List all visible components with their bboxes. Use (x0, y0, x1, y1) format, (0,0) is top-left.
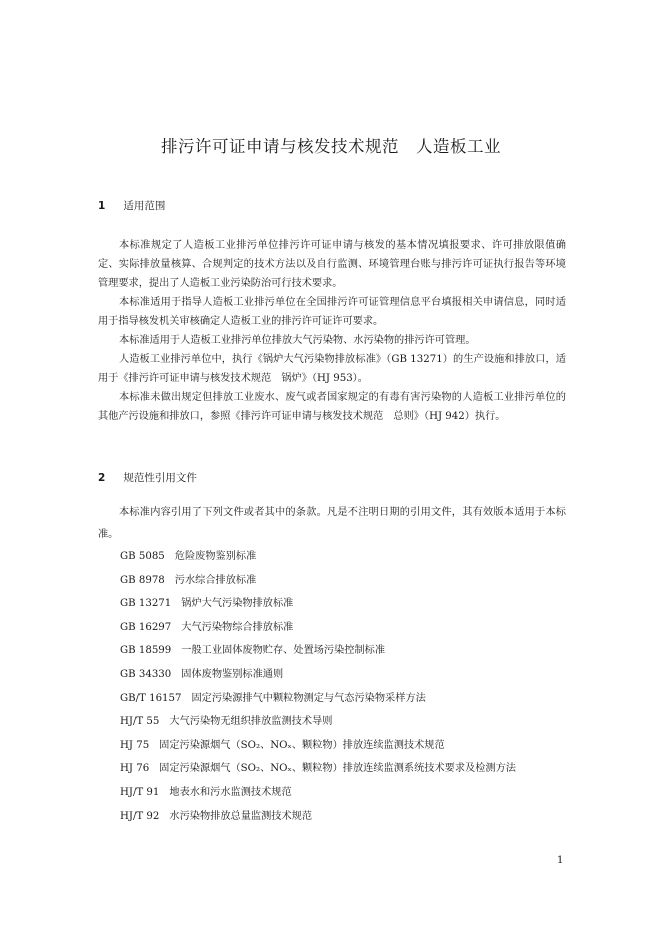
reference-item (120, 734, 516, 758)
reference-code: HJ 75 (120, 739, 150, 751)
reference-title: 大气污染物无组织排放监测技术导则 (169, 716, 333, 728)
section-1-paragraph-3: 本标准适用于人造板工业排污单位排放大气污染物、水污染物的排污许可管理。 (119, 335, 476, 346)
reference-title: 危险废物鉴别标准 (174, 551, 257, 562)
reference-code: HJ/T 55 (120, 716, 160, 728)
reference-code: GB 16297 (120, 621, 172, 633)
reference-item (120, 592, 516, 616)
section-1-paragraph-1: 本标准规定了人造板工业排污单位排污许可证申请与核发的基本情况填报要求、许可排放限值确定、实际排放量核算、合规判定的技术方法以及自行监测、环境管理台账与排污许可证执行报告等环境管理要求，提出了人造板工业污染防治可行技术要求。 (98, 240, 566, 289)
reference-title: 地表水和污水监测技术规范 (169, 786, 292, 798)
reference-title: 污水综合排放标准 (174, 574, 257, 586)
section-1-heading (98, 198, 165, 213)
reference-code: GB 5085 (120, 551, 165, 562)
reference-title: 锅炉大气污染物排放标准 (181, 598, 294, 610)
reference-code: GB 13271 (120, 598, 172, 610)
section-1-number: 1 (98, 200, 106, 212)
section-1-paragraph-2: 本标准适用于指导人造板工业排污单位在全国排污许可证管理信息平台填报相关申请信息，同时适用于指导核发机关审核确定人造板工业的排污许可证许可要求。 (98, 297, 566, 327)
section-2-heading (98, 470, 197, 485)
section-1-title: 适用范围 (123, 200, 166, 212)
document-title: 排污许可证申请与核发技术规范 人造板工业 (161, 137, 501, 156)
reference-list (120, 545, 516, 828)
reference-code: GB 18599 (120, 645, 172, 657)
reference-item (120, 781, 516, 805)
section-2-number: 2 (98, 472, 106, 484)
reference-title: 固定污染源排气中颗粒物测定与气态污染物采样方法 (191, 692, 426, 704)
reference-title: 一般工业固体废物贮存、处置场污染控制标准 (181, 645, 386, 657)
reference-item (120, 805, 516, 829)
section-2-paragraph-1: 本标准内容引用了下列文件或者其中的条款。凡是不注明日期的引用文件，其有效版本适用于本标准。 (98, 507, 566, 540)
reference-title: 大气污染物综合排放标准 (181, 621, 294, 633)
reference-item (120, 710, 516, 734)
page-number: 1 (557, 855, 564, 866)
reference-item (120, 616, 516, 640)
reference-code: GB 8978 (120, 574, 165, 586)
reference-item (120, 639, 516, 663)
reference-item (120, 663, 516, 687)
reference-code: HJ/T 91 (120, 786, 160, 798)
reference-code: GB/T 16157 (120, 692, 182, 704)
reference-code: GB 34330 (120, 668, 172, 680)
section-1-paragraph-4: 人造板工业排污单位中，执行《锅炉大气污染物排放标准》（GB 13271）的生产设施和排放口，适用于《排污许可证申请与核发技术规范 锅炉》（HJ 953）。 (98, 354, 566, 384)
reference-title: 固体废物鉴别标准通则 (181, 668, 284, 680)
reference-item (120, 687, 516, 711)
reference-item (120, 545, 516, 569)
reference-title: 固定污染源烟气（SO₂、NOₓ、颗粒物）排放连续监测系统技术要求及检测方法 (159, 763, 516, 775)
reference-item (120, 569, 516, 593)
section-1-paragraph-5: 本标准未做出规定但排放工业废水、废气或者国家规定的有毒有害污染物的人造板工业排污单位的其他产污设施和排放口，参照《排污许可证申请与核发技术规范 总则》（HJ 942）执行。 (98, 392, 566, 422)
reference-item (120, 757, 516, 781)
reference-title: 水污染物排放总量监测技术规范 (169, 810, 313, 822)
reference-code: HJ 76 (120, 763, 150, 775)
reference-title: 固定污染源烟气（SO₂、NOₓ、颗粒物）排放连续监测技术规范 (159, 739, 445, 751)
reference-code: HJ/T 92 (120, 810, 160, 822)
section-2-title: 规范性引用文件 (123, 472, 197, 484)
